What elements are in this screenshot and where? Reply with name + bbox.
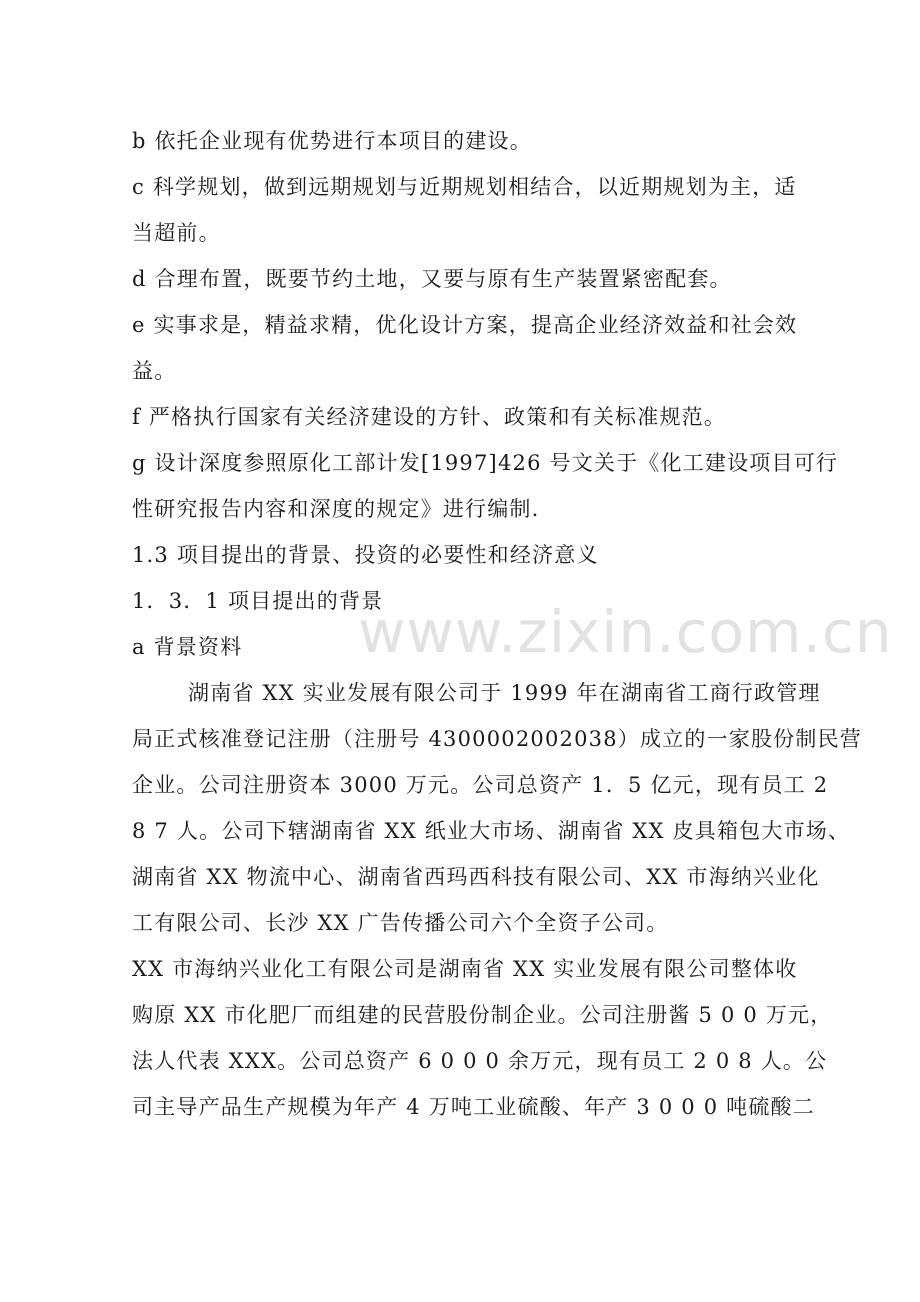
paragraph-1-line4: 8 7 人。公司下辖湖南省 XX 纸业大市场、湖南省 XX 皮具箱包大市场、 [132, 819, 851, 843]
principle-g-line1: g 设计深度参照原化工部计发[1997]426 号文关于《化工建设项目可行 [132, 451, 839, 475]
principle-e-line1: e 实事求是，精益求精，优化设计方案，提高企业经济效益和社会效 [132, 313, 798, 337]
principle-e-line2: 益。 [132, 359, 177, 383]
item-heading-a: a 背景资料 [132, 635, 243, 659]
principle-c-line2: 当超前。 [132, 221, 221, 245]
principle-f: f 严格执行国家有关经济建设的方针、政策和有关标准规范。 [132, 405, 727, 429]
paragraph-1-line5: 湖南省 XX 物流中心、湖南省西玛西科技有限公司、XX 市海纳兴业化 [132, 865, 820, 889]
principle-b: b 依托企业现有优势进行本项目的建设。 [132, 129, 532, 153]
principle-g-line2: 性研究报告内容和深度的规定》进行编制. [132, 497, 540, 521]
paragraph-1-line2: 局正式核准登记注册（注册号 4300002002038）成立的一家股份制民营 [132, 727, 862, 751]
paragraph-2-line2: 购原 XX 市化肥厂而组建的民营股份制企业。公司注册酱 5 0 0 万元， [132, 1003, 833, 1027]
section-heading-1-3: 1.3 项目提出的背景、投资的必要性和经济意义 [132, 543, 599, 567]
paragraph-2-line3: 法人代表 XXX。公司总资产 6 0 0 0 余万元，现有员工 2 0 8 人。公 [132, 1049, 828, 1073]
paragraph-1-line3: 企业。公司注册资本 3000 万元。公司总资产 1．5 亿元，现有员工 2 [132, 773, 829, 797]
principle-d: d 合理布置，既要节约土地，又要与原有生产装置紧密配套。 [132, 267, 732, 291]
paragraph-2-line1: XX 市海纳兴业化工有限公司是湖南省 XX 实业发展有限公司整体收 [132, 957, 798, 981]
principle-c-line1: c 科学规划，做到远期规划与近期规划相结合，以近期规划为主，适 [132, 175, 797, 199]
subsection-heading-1-3-1: 1．3．1 项目提出的背景 [132, 589, 384, 613]
watermark-text: www.zixin.com.cn [358, 598, 893, 666]
paragraph-2-line4: 司主导产品生产规模为年产 4 万吨工业硫酸、年产 3 0 0 0 吨硫酸二 [132, 1095, 815, 1119]
document-body [132, 118, 862, 1130]
paragraph-1-line1: 湖南省 XX 实业发展有限公司于 1999 年在湖南省工商行政管理 [188, 681, 821, 705]
paragraph-1-line6: 工有限公司、长沙 XX 广告传播公司六个全资子公司。 [132, 911, 669, 935]
